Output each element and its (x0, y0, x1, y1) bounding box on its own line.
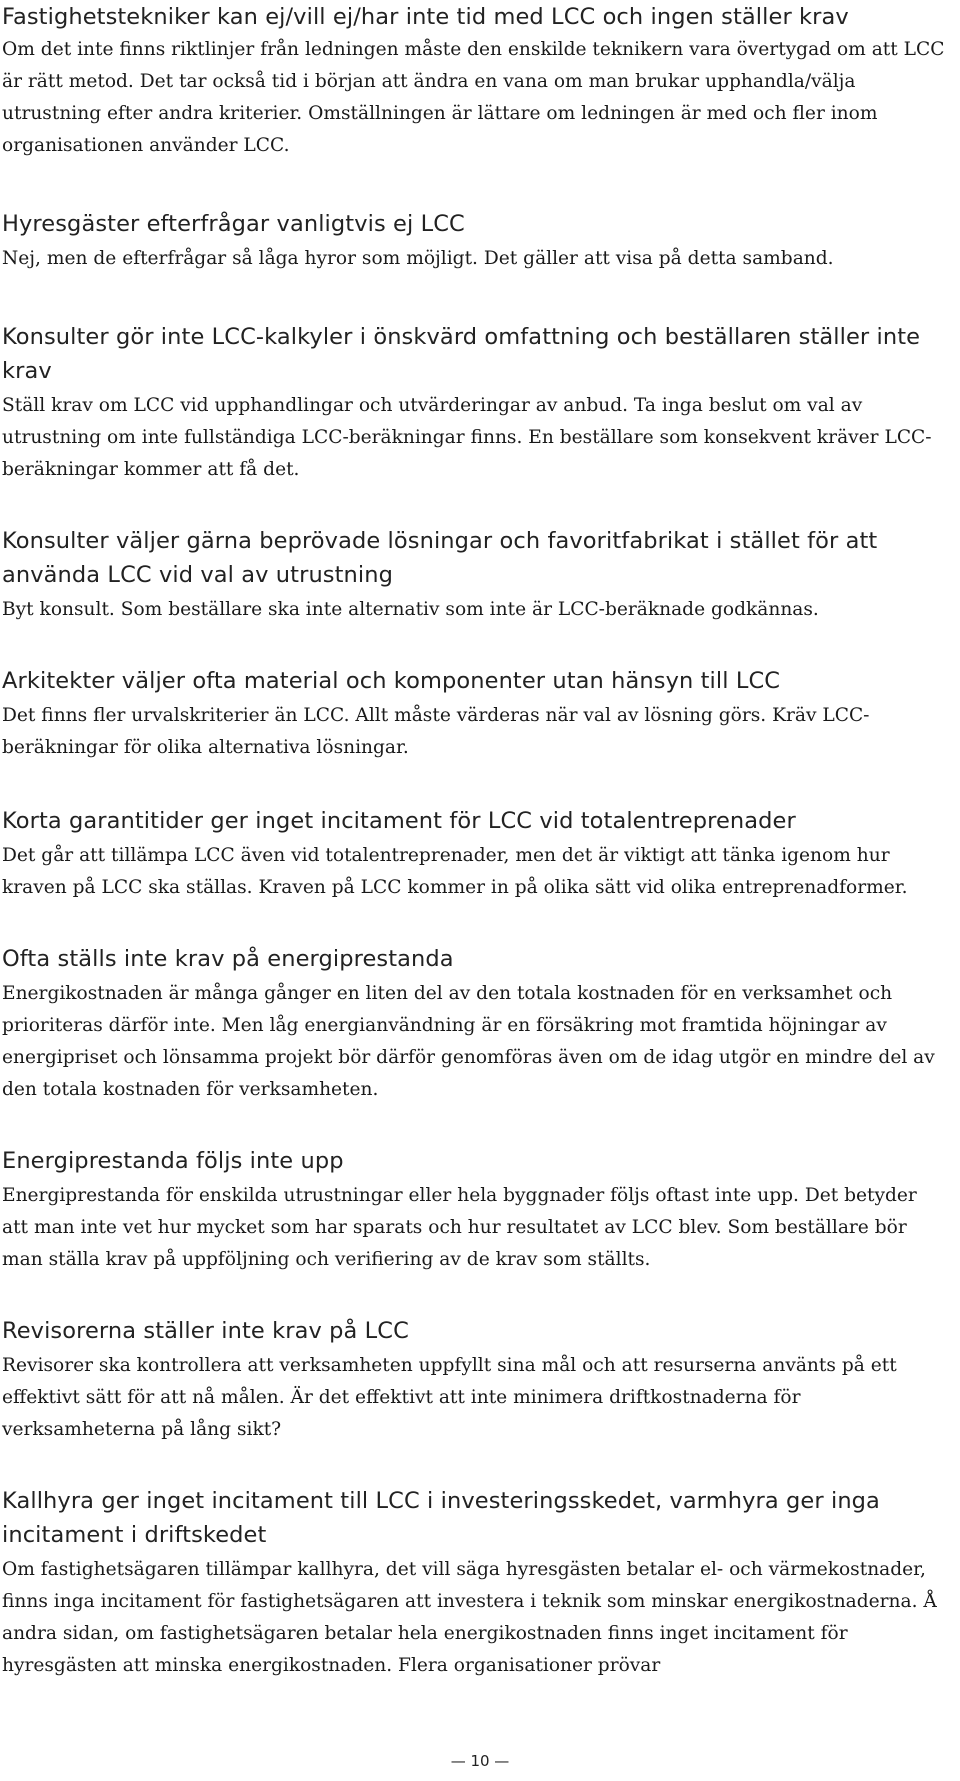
section-body: Byt konsult. Som beställare ska inte alternativ som inte är LCC-beräknade godkännas. (2, 599, 819, 620)
section-heading: Ofta ställs inte krav på energiprestanda (2, 946, 454, 972)
section-heading: Fastighetstekniker kan ej/vill ej/har inte tid med LCC och ingen ställer krav (2, 4, 849, 30)
section-heading: Energiprestanda följs inte upp (2, 1148, 344, 1174)
section-body: Det går att tillämpa LCC även vid totalentreprenader, men det är viktigt att tänka igenom hur kraven på LCC ska ställas. Kraven på LCC kommer in på olika sätt vid olika entreprenadformer. (2, 845, 908, 898)
section-fastighetstekniker (2, 0, 948, 162)
section-body: Det finns fler urvalskriterier än LCC. Allt måste värderas när val av lösning görs. Kräv LCC-beräkningar för olika alternativa lösningar. (2, 705, 870, 758)
section-hyresgaster (2, 162, 948, 275)
section-body: Revisorer ska kontrollera att verksamheten uppfyllt sina mål och att resurserna använts på ett effektivt sätt för att nå målen. Är det effektivt att inte minimera driftkostnaderna för verksamheterna på lång sikt? (2, 1355, 897, 1440)
section-body: Om fastighetsägaren tillämpar kallhyra, det vill säga hyresgästen betalar el- och värmekostnader, finns inga incitament för fastighetsägaren att investera i teknik som minskar energikostnaderna. Å andra sidan, om fastighetsägaren betalar hela energikostnaden finns inget incitament för hyresgästen att minska energikostnaden. Flera organisationer prövar (2, 1559, 937, 1676)
section-body: Nej, men de efterfrågar så låga hyror som möjligt. Det gäller att visa på detta samband. (2, 248, 834, 269)
section-konsulter-losningar (2, 486, 948, 626)
page-number: — 10 — (450, 1752, 510, 1770)
section-heading: Konsulter gör inte LCC-kalkyler i önskvärd omfattning och beställaren ställer inte krav (2, 324, 921, 384)
section-energiprestanda-uppfoljning (2, 1106, 948, 1276)
section-body: Energikostnaden är många gånger en liten del av den totala kostnaden för en verksamhet och prioriteras därför inte. Men låg energianvändning är en försäkring mot framtida höjningar av energipriset och lönsamma projekt bör därför genomföras även om de idag utgör en mindre del av den totala kostnaden för verksamheten. (2, 983, 935, 1100)
section-heading: Arkitekter väljer ofta material och komponenter utan hänsyn till LCC (2, 668, 781, 694)
document-page (2, 0, 948, 1682)
section-body: Om det inte finns riktlinjer från ledningen måste den enskilde teknikern vara övertygad om att LCC är rätt metod. Det tar också tid i början att ändra en vana om man brukar upphandla/välja utrustning efter andra kriterier. Omställningen är lättare om ledningen är med och fler inom organisationen använder LCC. (2, 39, 945, 156)
section-heading: Revisorerna ställer inte krav på LCC (2, 1318, 409, 1344)
section-body: Energiprestanda för enskilda utrustningar eller hela byggnader följs oftast inte upp. Det betyder att man inte vet hur mycket som har sparats och hur resultatet av LCC blev. Som beställare bör man ställa krav på uppföljning och verifiering av de krav som ställts. (2, 1185, 917, 1270)
section-arkitekter (2, 626, 948, 764)
section-energiprestanda-krav (2, 904, 948, 1106)
section-kallhyra (2, 1446, 948, 1682)
section-heading: Kallhyra ger inget incitament till LCC i investeringsskedet, varmhyra ger inga incitament i driftskedet (2, 1488, 880, 1548)
section-konsulter-kalkyler (2, 275, 948, 486)
section-heading: Konsulter väljer gärna beprövade lösningar och favoritfabrikat i stället för att använda LCC vid val av utrustning (2, 528, 878, 588)
section-garantitider (2, 764, 948, 904)
section-heading: Hyresgäster efterfrågar vanligtvis ej LCC (2, 211, 465, 237)
section-body: Ställ krav om LCC vid upphandlingar och utvärderingar av anbud. Ta inga beslut om val av utrustning om inte fullständiga LCC-beräkningar finns. En beställare som konsekvent kräver LCC-beräkningar kommer att få det. (2, 395, 932, 480)
section-heading: Korta garantitider ger inget incitament för LCC vid totalentreprenader (2, 808, 796, 834)
section-revisorerna (2, 1276, 948, 1446)
